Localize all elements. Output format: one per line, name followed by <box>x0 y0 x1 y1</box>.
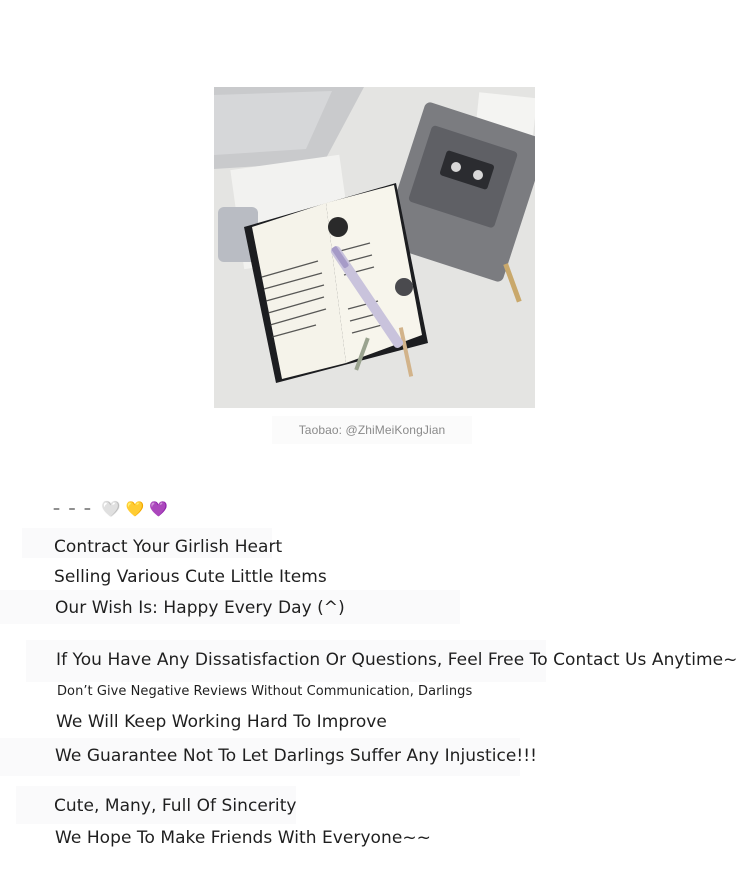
dash-divider: – – – <box>53 501 93 517</box>
text-line: Our Wish Is: Happy Every Day (^) <box>55 598 345 618</box>
text-line: Contract Your Girlish Heart <box>54 537 283 557</box>
text-line: We Hope To Make Friends With Everyone~~ <box>55 828 431 848</box>
text-line: If You Have Any Dissatisfaction Or Questions, Feel Free To Contact Us Anytime~ <box>56 650 738 670</box>
white-heart-icon: 🤍 <box>101 500 121 518</box>
photo-caption: Taobao: @ZhiMeiKongJian <box>298 423 446 437</box>
text-line: Don’t Give Negative Reviews Without Communication, Darlings <box>57 684 473 699</box>
yellow-heart-icon: 💛 <box>125 500 145 518</box>
purple-heart-icon: 💜 <box>149 500 168 518</box>
text-line: Selling Various Cute Little Items <box>54 567 327 587</box>
product-photo <box>214 87 535 408</box>
text-line: We Guarantee Not To Let Darlings Suffer Any Injustice!!! <box>55 746 538 766</box>
decoration-row <box>53 500 168 518</box>
text-line: Cute, Many, Full Of Sincerity <box>54 796 297 816</box>
text-line: We Will Keep Working Hard To Improve <box>56 712 387 732</box>
